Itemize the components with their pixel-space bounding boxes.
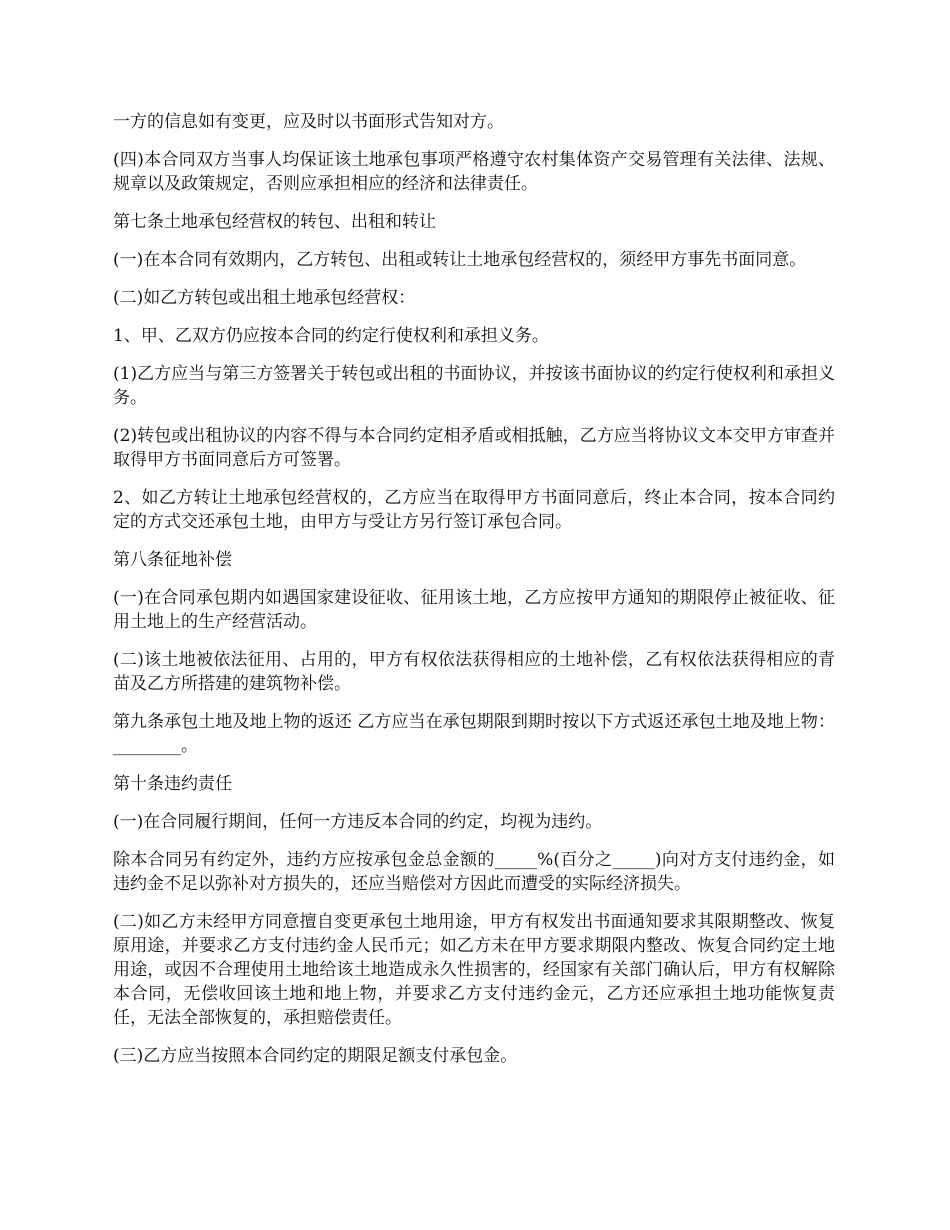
paragraph-article-10-2: (二)如乙方未经甲方同意擅自变更承包土地用途，甲方有权发出书面通知要求其限期整改、恢复原用途，并要求乙方支付违约金人民币元；如乙方未在甲方要求期限内整改、恢复合同约定土地用途，或因不合理使用土地给该土地造成永久性损害的，经国家有关部门确认后，甲方有权解除本合同，无偿收回该土地和地上物，并要求乙方支付违约金元，乙方还应承担土地功能恢复责任，无法全部恢复的，承担赔偿责任。 (113, 912, 835, 1028)
article-10-heading: 第十条违约责任 (113, 774, 232, 794)
paragraph-article-7-2-sub-1: (1)乙方应当与第三方签署关于转包或出租的书面协议，并按该书面协议的约定行使权利和承担义务。 (113, 364, 835, 408)
paragraph-article-10-penalty: 除本合同另有约定外，违约方应按承包金总金额的_____%(百分之_____)向对方支付违约金，如违约金不足以弥补对方损失的，还应当赔偿对方因此而遭受的实际经济损失。 (113, 850, 835, 894)
paragraph-article-7-2-item-1: 1、甲、乙双方仍应按本合同的约定行使权利和承担义务。 (113, 326, 549, 346)
paragraph-article-7-2-sub-2: (2)转包或出租协议的内容不得与本合同约定相矛盾或相抵触，乙方应当将协议文本交甲方审查并取得甲方书面同意后方可签署。 (113, 426, 835, 470)
paragraph-article-7-2: (二)如乙方转包或出租土地承包经营权： (113, 288, 416, 308)
paragraph-info-change: 一方的信息如有变更，应及时以书面形式告知对方。 (113, 112, 504, 132)
document-body (113, 110, 835, 1082)
article-8-heading: 第八条征地补偿 (113, 550, 232, 570)
paragraph-article-8-1: (一)在合同承包期内如遇国家建设征收、征用该土地，乙方应按甲方通知的期限停止被征收、征用土地上的生产经营活动。 (113, 588, 835, 632)
paragraph-article-8-2: (二)该土地被依法征用、占用的，甲方有权依法获得相应的土地补偿，乙有权依法获得相应的青苗及乙方所搭建的建筑物补偿。 (113, 650, 835, 694)
paragraph-article-9: 第九条承包土地及地上物的返还 乙方应当在承包期限到期时按以下方式返还承包土地及地上物：________。 (113, 712, 835, 756)
article-7-heading: 第七条土地承包经营权的转包、出租和转让 (113, 212, 436, 232)
paragraph-article-10-1: (一)在合同履行期间，任何一方违反本合同的约定，均视为违约。 (113, 812, 603, 832)
paragraph-article-7-1: (一)在本合同有效期内，乙方转包、出租或转让土地承包经营权的，须经甲方事先书面同意。 (113, 250, 807, 270)
paragraph-clause-4: (四)本合同双方当事人均保证该土地承包事项严格遵守农村集体资产交易管理有关法律、法规、规章以及政策规定，否则应承担相应的经济和法律责任。 (113, 150, 835, 194)
paragraph-article-10-3: (三)乙方应当按照本合同约定的期限足额支付承包金。 (113, 1046, 518, 1066)
paragraph-article-7-2-item-2: 2、如乙方转让土地承包经营权的，乙方应当在取得甲方书面同意后，终止本合同，按本合同约定的方式交还承包土地，由甲方与受让方另行签订承包合同。 (113, 488, 835, 532)
